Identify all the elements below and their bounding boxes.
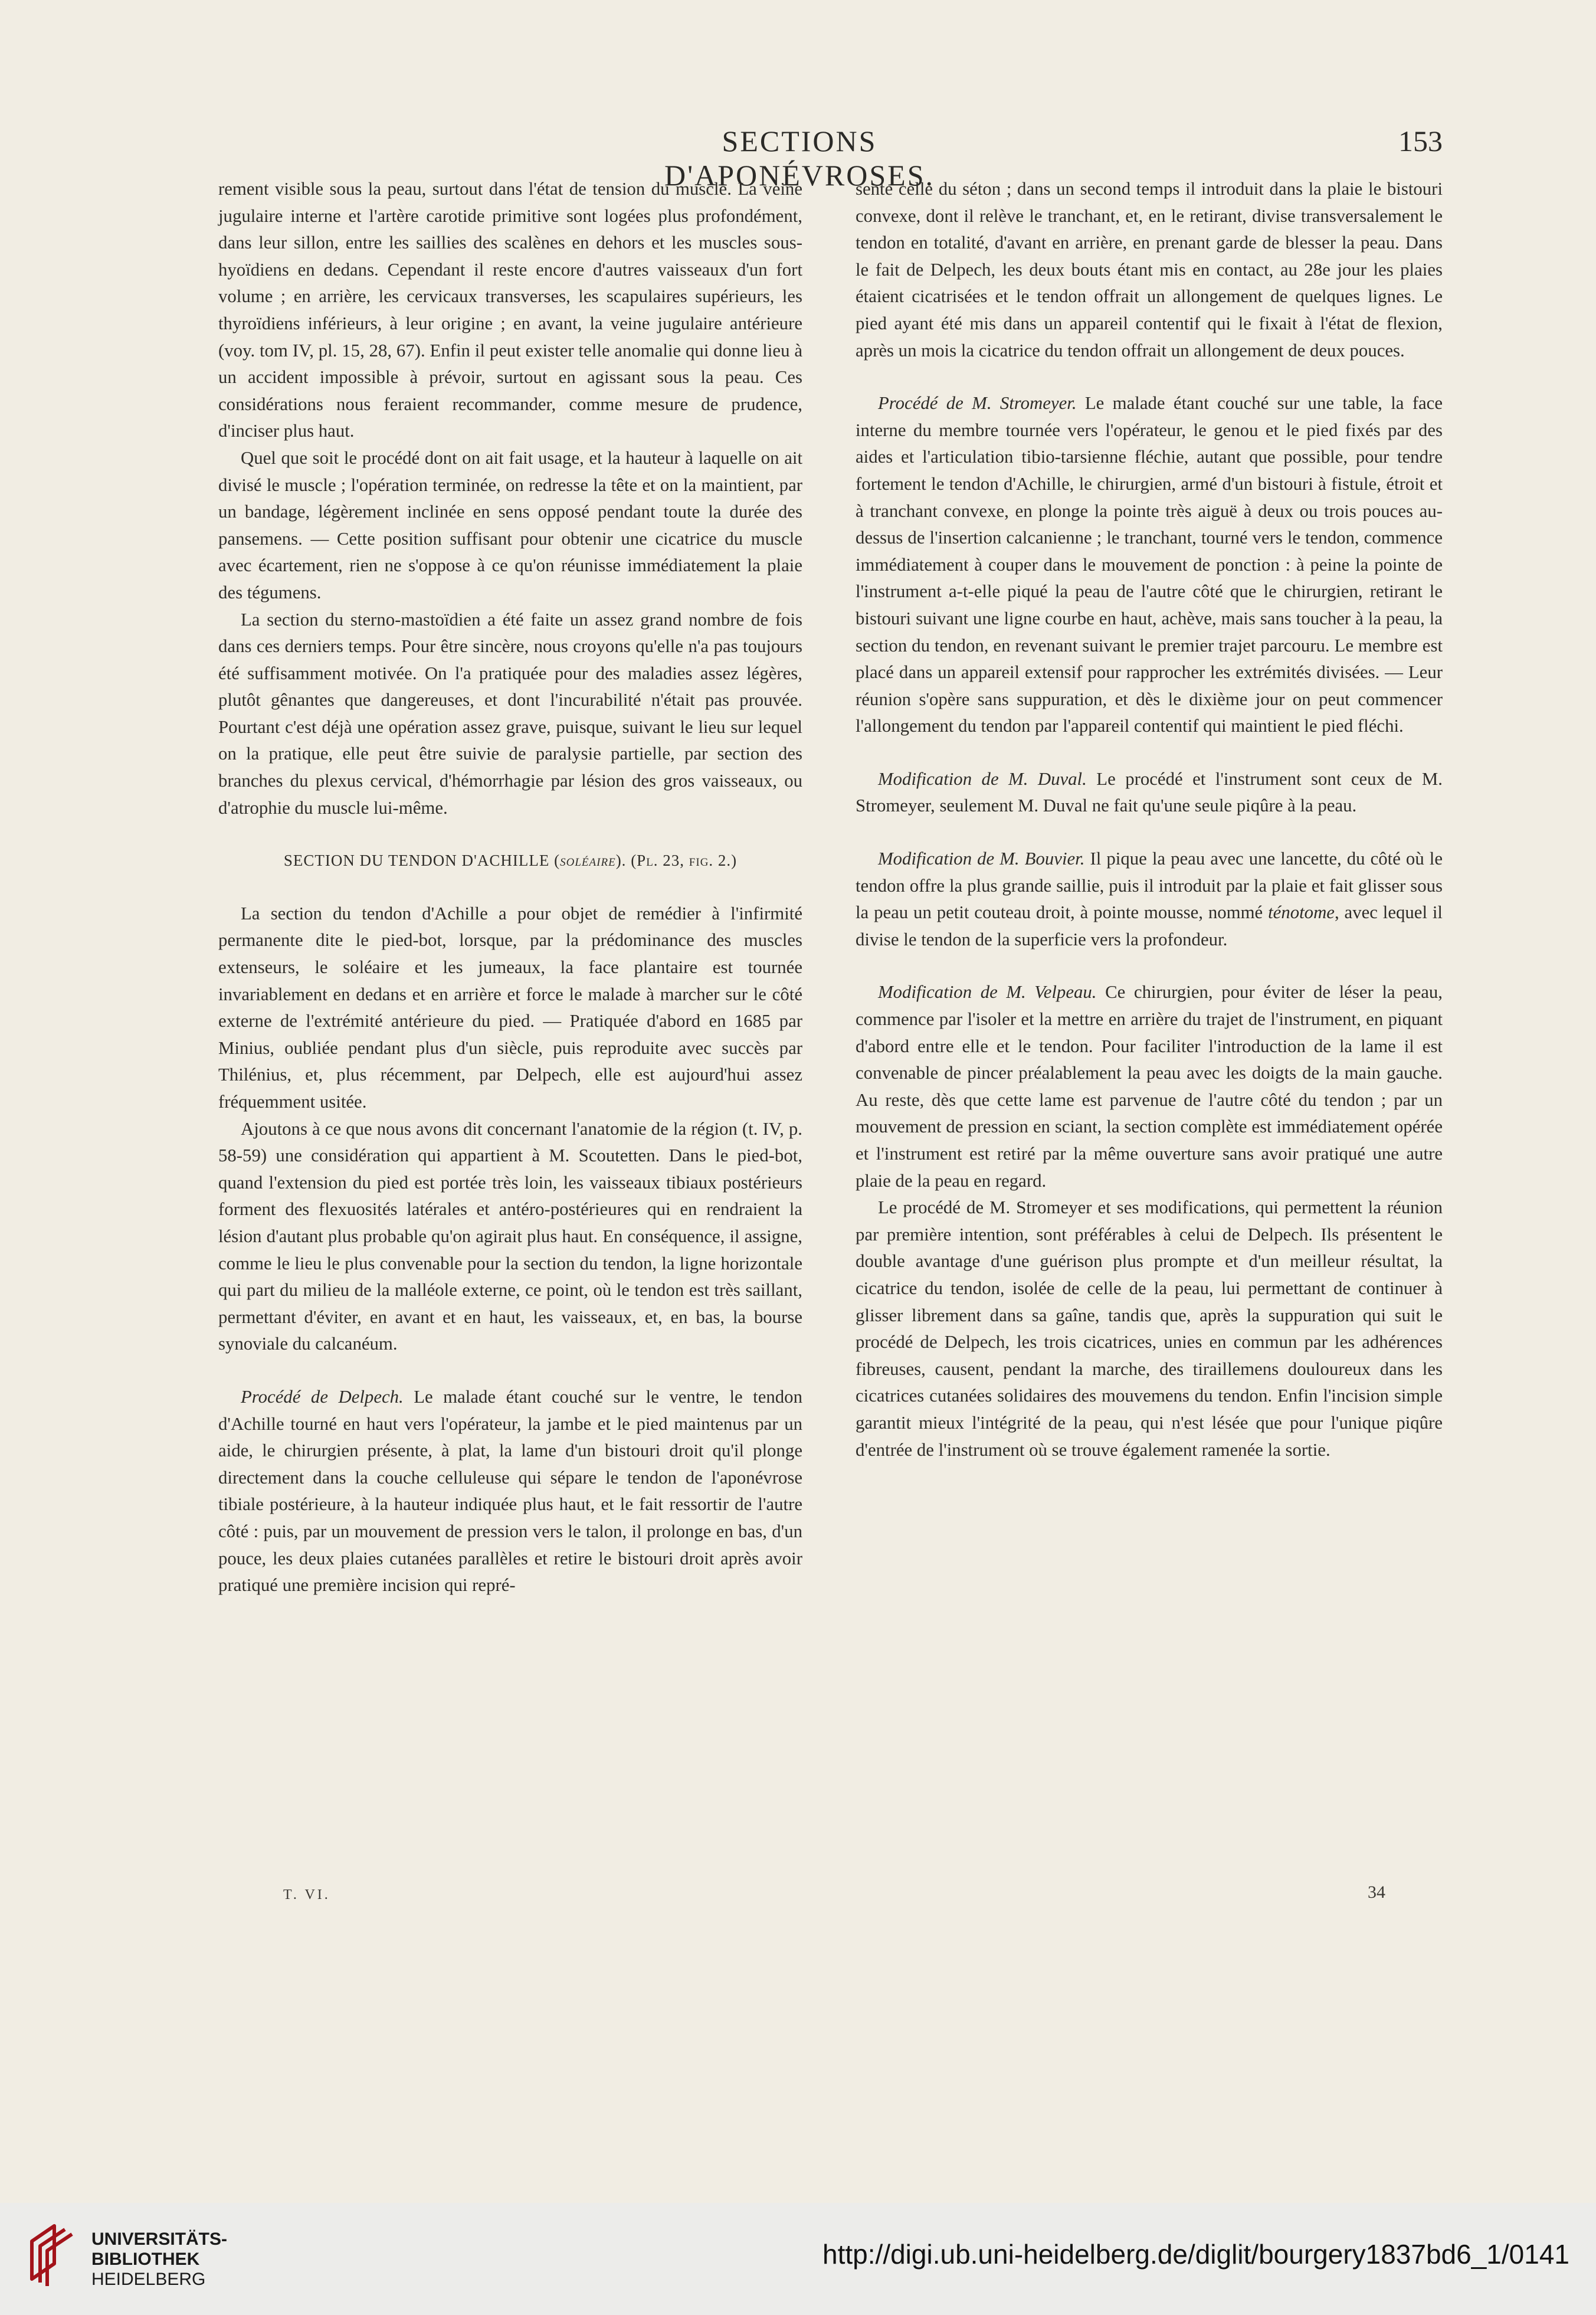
left-paragraph-3: La section du sterno-mastoïdien a été faite un assez grand nombre de fois dans ces derniers temps. Pour être sincère, nous croyons qu'elle n'a pas toujours été suffisamment motivée. On l'a pratiquée pour des maladies assez légères, plutôt gênantes que dangereuses, et dont l'incurabilité n'était pas prouvée. Pourtant c'est déjà une opération assez grave, puisque, suivant le lieu sur lequel on la pratique, elle peut être suivie de paralysie partielle, par section des branches du plexus cervical, d'hémorrhagie par lésion des gros vaisseaux, ou d'atrophie du muscle lui-même. bbox=[218, 609, 802, 818]
left-paragraph-4: La section du tendon d'Achille a pour objet de remédier à l'infirmité permanente dite le pied-bot, lorsque, par la prédominance des muscles extenseurs, le soléaire et les jumeaux, la face plantaire est tournée invariablement en dedans et en arrière et force le malade à marcher sur le côté externe de l'extrémité antérieure du pied. — Pratiquée d'abord en 1685 par Minius, oubliée pendant plus d'un siècle, puis reproduite avec succès par Thilénius, et, plus récemment, par Delpech, elle est aujourd'hui assez fréquemment usitée. bbox=[218, 903, 802, 1112]
velpeau-text: Ce chirurgien, pour éviter de léser la peau, commence par l'isoler et la mettre en arrière du trajet de l'instrument, en piquant d'abord entre elle et le tendon. Pour faciliter l'introduction de la lame il est convenable de pincer préalablement la peau avec les doigts de la main gauche. Au reste, dès que cette lame est parvenue de l'autre côté du tendon ; par un mouvement de pression en sciant, la section complète est immédiatement opérée et l'instrument est retiré par la même ouverture sans avoir pratiqué une autre plaie de la peau en regard. bbox=[856, 982, 1443, 1191]
page-url-link[interactable]: http://digi.ub.uni-heidelberg.de/diglit/bourgery1837bd6_1/0141 bbox=[822, 2239, 1569, 2270]
velpeau-title: Modification de M. Velpeau. bbox=[878, 982, 1097, 1003]
bouvier-text-a: Il pique la peau avec une lancette, du côté où le tendon offre la plus grande saillie, puis il introduit par la plaie et fait glisser sous la peau un petit couteau droit, à pointe mousse, nommé bbox=[856, 849, 1443, 923]
section-heading-italic: soléaire bbox=[560, 852, 616, 870]
left-column bbox=[218, 176, 802, 1599]
library-name-line3: HEIDELBERG bbox=[91, 2270, 206, 2289]
delpech-text: Le malade étant couché sur le ventre, le tendon d'Achille tourné en haut vers l'opérateur, la jambe et le pied maintenus par un aide, le chirurgien présente, à plat, la lame d'un bistouri droit qu'il plonge directement dans la couche celluleuse qui sépare le tendon de l'aponévrose tibiale postérieure, à la hauteur indiquée plus haut, et le fait ressortir de l'autre côté : puis, par un mouvement de pression vers le talon, il prolonge en bas, d'un pouce, les deux plaies cutanées parallèles et retire le bistouri droit après avoir pratiqué une première incision qui repré- bbox=[218, 1386, 802, 1596]
bouvier-title: Modification de M. Bouvier. bbox=[878, 849, 1085, 869]
right-column bbox=[856, 176, 1443, 1463]
delpech-procedure bbox=[218, 1384, 802, 1599]
stromeyer-text: Le malade étant couché sur une table, la face interne du membre tournée vers l'opérateur, le genou et le pied fixés par des aides et l'articulation tibio-tarsienne fléchie, autant que possible, pour tendre fortement le tendon d'Achille, le chirurgien, armé d'un bistouri à fistule, étroit et à tranchant convexe, en plonge la pointe très aiguë à deux ou trois pouces au-dessus de l'insertion calcanienne ; le tranchant, tourné vers le tendon, commence immédiatement à couper dans le mouvement de ponction : à peine la pointe de l'instrument a-t-elle piqué la peau de l'autre côté que le chirurgien, retirant le bistouri suivant une ligne courbe en haut, achève, mais sans toucher à la peau, la section du tendon, en revenant suivant le premier trajet parcouru. Le membre est placé dans un appareil extensif pour rapprocher les extrémités divisées. — Leur réunion s'opère sans suppuration, et dès le dixième jour on peut commencer l'allongement du tendon par l'appareil contentif qui maintient le pied fléchi. bbox=[856, 393, 1443, 736]
bouvier-text-b: , avec lequel il divise le tendon de la superficie vers la profondeur. bbox=[856, 902, 1443, 949]
page-number: 153 bbox=[1398, 125, 1443, 158]
section-heading-main: SECTION DU TENDON D'ACHILLE bbox=[283, 852, 550, 870]
left-paragraph-2: Quel que soit le procédé dont on ait fait usage, et la hauteur à laquelle on ait divisé le muscle ; l'opération terminée, on redresse la tête et on la maintient, par un bandage, légèrement inclinée en sens opposé pendant toute la durée des pansemens. — Cette position suffisant pour obtenir une cicatrice du muscle avec écartement, rien ne s'oppose à ce qu'on réunisse immédiatement la plaie des tégumens. bbox=[218, 447, 802, 603]
right-paragraph-1: sente celle du séton ; dans un second temps il introduit dans la plaie le bistouri convexe, dont il relève le tranchant, et, en le retirant, divise transversalement le tendon en totalité, d'avant en arrière, en prenant garde de blesser la peau. Dans le fait de Delpech, les deux bouts étant mis en contact, au 28e jour les plaies étaient cicatrisées et le tendon offrait un allongement de quelques lignes. Le pied ayant été mis dans un appareil contentif qui le fixait à l'état de flexion, après un mois la cicatrice du tendon offrait un allongement de deux pouces. bbox=[856, 179, 1443, 361]
volume-signature: T. VI. bbox=[283, 1887, 330, 1903]
section-heading-ref: (Pl. 23, fig. 2.) bbox=[631, 852, 738, 870]
library-name-line2: BIBLIOTHEK bbox=[91, 2249, 200, 2269]
delpech-title: Procédé de Delpech. bbox=[241, 1386, 404, 1407]
sheet-signature: 34 bbox=[1368, 1882, 1385, 1902]
right-final-paragraph: Le procédé de M. Stromeyer et ses modifications, qui permettent la réunion par première intention, sont préférables à celui de Delpech. Ils présentent le double avantage d'une guérison plus prompte et d'un meilleur résultat, la cicatrice du tendon, isolée de celle de la peau, lui permettant de continuer à glisser librement dans sa gaîne, tandis que, après la suppuration qui suit le procédé de Delpech, les trois cicatrices, unies en commun par les adhérences fibreuses, causent, pendant la marche, des tiraillemens douloureux dans les cicatrices cutanées solidaires des mouvemens du tendon. Enfin l'incision simple garantit mieux l'intégrité de la peau, qui n'est lésée que pour l'unique piqûre d'entrée de l'instrument où se trouve également ramenée la sortie. bbox=[856, 1197, 1443, 1460]
left-paragraph-1: rement visible sous la peau, surtout dans l'état de tension du muscle. La veine jugulaire interne et l'artère carotide primitive sont logées plus profondément, dans leur sillon, entre les saillies des scalènes en dehors et les muscles sous-hyoïdiens en dedans. Cependant il reste encore d'autres vaisseaux d'un fort volume ; en arrière, les cervicaux transverses, les scapulaires supérieurs, les thyroïdiens inférieurs, à leur origine ; en avant, la veine jugulaire antérieure (voy. tom IV, pl. 15, 28, 67). Enfin il peut exister telle anomalie qui donne lieu à un accident impossible à prévoir, surtout en agissant sous la peau. Ces considérations nous feraient recommander, comme mesure de prudence, d'inciser plus haut. bbox=[218, 179, 802, 441]
left-paragraph-5: Ajoutons à ce que nous avons dit concernant l'anatomie de la région (t. IV, p. 58-59) une considération qui appartient à M. Scoutetten. Dans le pied-bot, quand l'extension du pied est portée très loin, les vaisseaux tibiaux postérieurs forment des flexuosités latérales et antéro-postérieures qui en rendraient la lésion d'autant plus probable qu'on agirait plus haut. En conséquence, il assigne, comme le lieu le plus convenable pour la section du tendon, la ligne horizontale qui part du milieu de la malléole externe, ce point, où le tendon est très saillant, permettant d'éviter, en avant et en haut, les vaisseaux, et, en bas, la bourse synoviale du calcanéum. bbox=[218, 1118, 802, 1354]
stromeyer-procedure bbox=[856, 390, 1443, 740]
section-heading: SECTION DU TENDON D'ACHILLE (soléaire). (Pl. 23, fig. 2.) bbox=[283, 852, 738, 870]
stromeyer-title: Procédé de M. Stromeyer. bbox=[878, 393, 1077, 414]
duval-text: Le procédé et l'instrument sont ceux de M. Stromeyer, seulement M. Duval ne fait qu'une seule piqûre à la peau. bbox=[856, 768, 1443, 816]
bouvier-modification bbox=[856, 846, 1443, 953]
duval-modification bbox=[856, 766, 1443, 820]
running-head-title: SECTIONS D'APONÉVROSES. bbox=[664, 125, 935, 192]
library-logo-icon bbox=[24, 2218, 77, 2288]
library-name-line1: UNIVERSITÄTS- bbox=[91, 2229, 228, 2249]
library-name bbox=[91, 2229, 227, 2290]
velpeau-modification bbox=[856, 979, 1443, 1194]
bouvier-italic-term: ténotome bbox=[1268, 902, 1335, 923]
duval-title: Modification de M. Duval. bbox=[878, 768, 1087, 789]
